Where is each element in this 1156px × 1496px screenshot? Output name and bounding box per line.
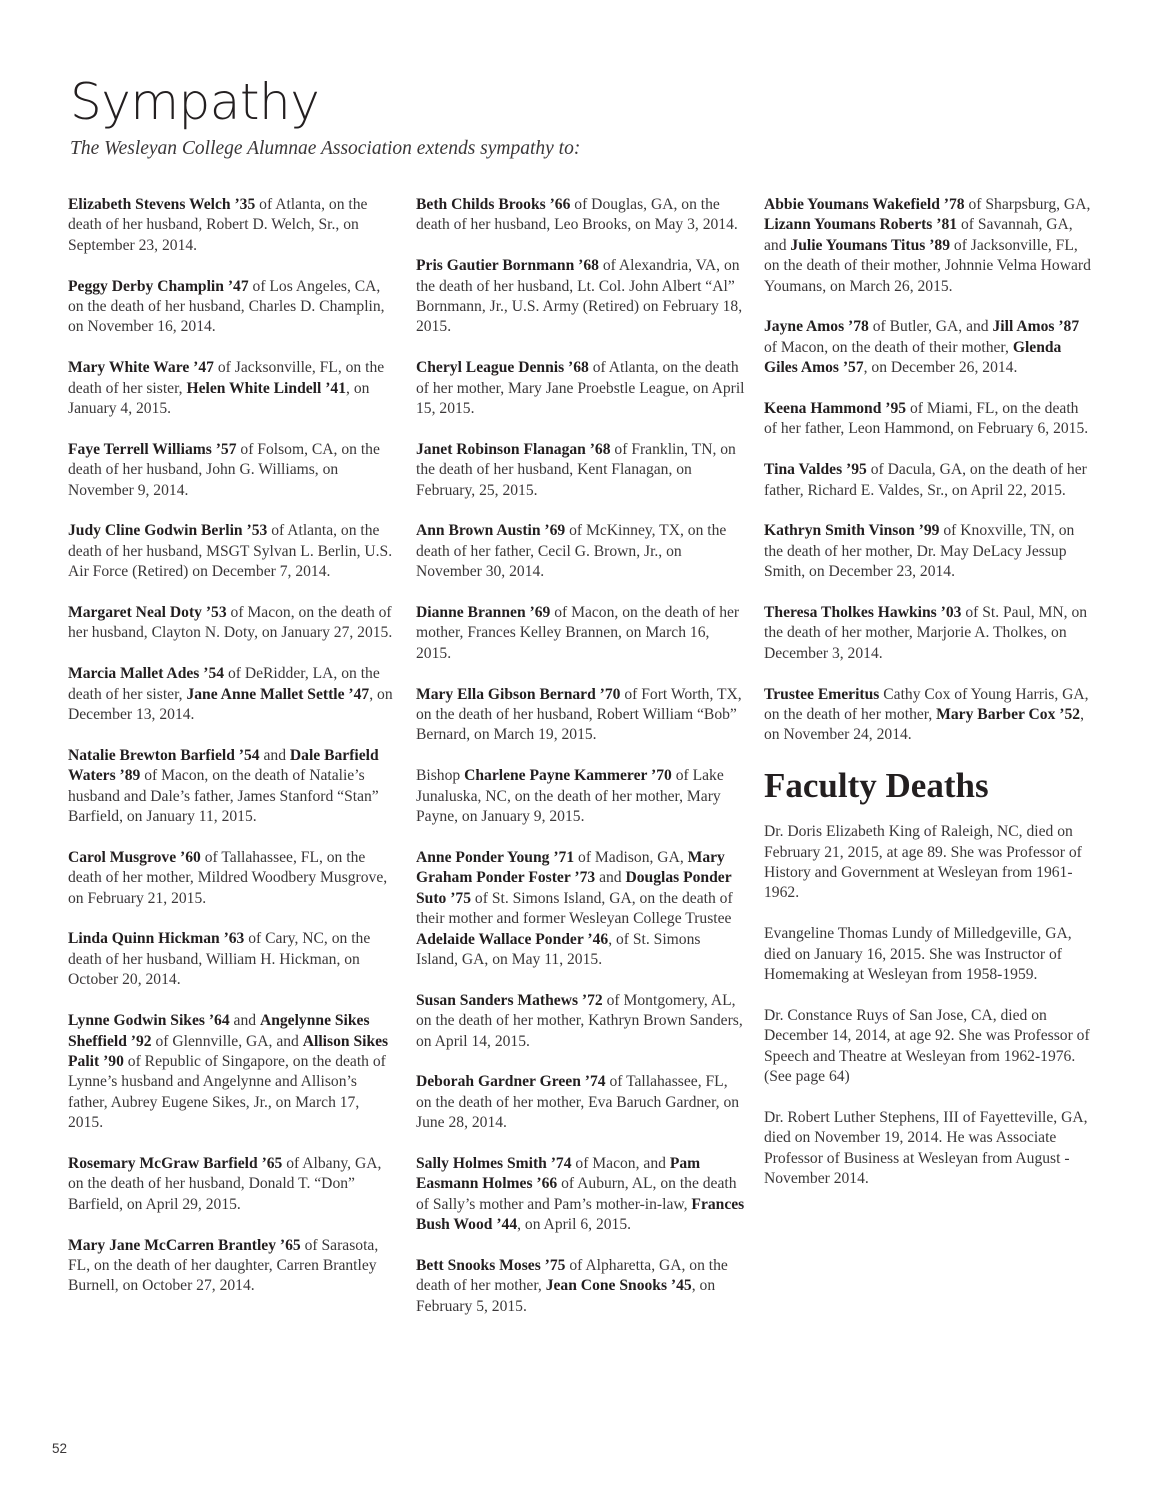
entry-name: Linda Quinn Hickman ’63	[68, 930, 245, 948]
entry-text: of Macon, on the death of her mother, Frances Kelley Brannen, on March 16, 2015.	[416, 604, 740, 662]
sympathy-entry	[416, 1154, 746, 1236]
sympathy-entry	[68, 195, 398, 256]
sympathy-entry	[416, 848, 746, 970]
entry-name: Keena Hammond ’95	[764, 400, 907, 418]
entry-text: of Sarasota, FL, on the death of her daughter, Carren Brantley Burnell, on October 27, 2014.	[68, 1236, 379, 1295]
sympathy-entry	[764, 317, 1094, 378]
entry-text: Cathy Cox of Young Harris, GA, on the death of her mother,	[764, 685, 1089, 724]
entry-text: of Republic of Singapore, on the death of Lynne’s husband and Angelynne and Allison’s father, Aubrey Eugene Sikes, Jr., on March 17, 2015.	[68, 1052, 386, 1132]
entry-text: of Tallahassee, FL, on the death of her mother, Mildred Woodbery Musgrove, on February 21, 2015.	[68, 848, 388, 907]
entry-text: of Los Angeles, CA, on the death of her husband, Charles D. Champlin, on November 16, 2014.	[68, 277, 385, 336]
entry-name: Pris Gautier Bornmann ’68	[416, 257, 599, 275]
entry-text: of Dacula, GA, on the death of her father, Richard E. Valdes, Sr., on April 22, 2015.	[764, 461, 1087, 499]
entry-text: and	[595, 869, 626, 887]
entry-name: Julie Youmans Titus ’89	[790, 236, 951, 254]
sympathy-entry	[68, 358, 398, 419]
sympathy-entry	[68, 603, 398, 644]
entry-name: Janet Robinson Flanagan ’68	[416, 440, 611, 458]
entry-text: Bishop	[416, 767, 465, 785]
entry-name: Dianne Brannen ’69	[416, 604, 551, 622]
entry-name: Glenda Giles Amos ’57	[764, 338, 1062, 377]
entry-text: of Fort Worth, TX, on the death of her husband, Robert William “Bob” Bernard, on March 19, 2015.	[416, 685, 742, 744]
sympathy-entry	[68, 1236, 398, 1297]
entry-name: Sally Holmes Smith ’74	[416, 1154, 572, 1172]
entry-text: of Lake Junaluska, NC, on the death of her mother, Mary Payne, on January 9, 2015.	[416, 767, 724, 826]
entry-name: Margaret Neal Doty ’53	[68, 604, 227, 622]
entry-text: of Glennville, GA, and	[151, 1032, 303, 1050]
entry-name: Kathryn Smith Vinson ’99	[764, 522, 940, 540]
entry-text: of Alexandria, VA, on the death of her husband, Lt. Col. John Albert “Al” Bornmann, Jr., U.S. Army (Retired) on February 18, 2015.	[416, 257, 743, 336]
entry-text: of Knoxville, TN, on the death of her mother, Dr. May DeLacy Jessup Smith, on December 23, 2014.	[764, 522, 1075, 581]
sympathy-entry	[68, 1011, 398, 1133]
entry-text: of Butler, GA, and	[868, 318, 993, 336]
sympathy-entry	[416, 195, 746, 236]
sympathy-entry	[764, 685, 1094, 746]
entry-name: Helen White Lindell ’41	[186, 379, 347, 397]
entry-name: Pam Easmann Holmes ’66	[416, 1154, 701, 1193]
sympathy-entry	[68, 277, 398, 338]
entry-text: , of St. Simons Island, GA, on May 11, 2015.	[416, 930, 701, 968]
entry-text: of Cary, NC, on the death of her husband, William H. Hickman, on October 20, 2014.	[68, 930, 371, 989]
sympathy-entry	[68, 440, 398, 501]
entry-name: Trustee Emeritus	[764, 685, 880, 703]
sympathy-column-1	[68, 195, 398, 1317]
entry-name: Carol Musgrove ’60	[68, 848, 201, 866]
entry-name: Cheryl League Dennis ’68	[416, 359, 589, 377]
sympathy-entry	[416, 1256, 746, 1317]
sympathy-entry	[68, 664, 398, 725]
entry-name: Mary Jane McCarren Brantley ’65	[68, 1236, 301, 1254]
entry-text: , on December 13, 2014.	[68, 685, 393, 724]
entry-text: , on February 5, 2015.	[416, 1277, 716, 1315]
faculty-entry: Dr. Doris Elizabeth King of Raleigh, NC, died on February 21, 2015, at age 89. She was Professor of History and Government at Wesleyan from 1961-1962.	[764, 823, 1082, 902]
sympathy-entry	[68, 848, 398, 909]
sympathy-entry	[416, 440, 746, 501]
entry-name: Adelaide Wallace Ponder ’46	[416, 930, 609, 948]
entry-text: of Atlanta, on the death of her husband, MSGT Sylvan L. Berlin, U.S. Air Force (Retired) on December 7, 2014.	[68, 522, 393, 581]
entry-name: Tina Valdes ’95	[764, 461, 867, 479]
entry-text: of St. Simons Island, GA, on the death of their mother and former Wesleyan College Trustee	[416, 889, 733, 928]
entry-text: and	[259, 746, 290, 764]
entry-text: , on December 26, 2014.	[863, 359, 1018, 377]
sympathy-entry	[764, 603, 1094, 664]
entry-name: Ann Brown Austin ’69	[416, 522, 566, 540]
entry-text: of McKinney, TX, on the death of her father, Cecil G. Brown, Jr., on November 30, 2014.	[416, 522, 727, 581]
entry-name: Marcia Mallet Ades ’54	[68, 665, 225, 683]
sympathy-entry	[416, 1072, 746, 1133]
entry-name: Allison Sikes Palit ’90	[68, 1032, 389, 1070]
entry-name: Abbie Youmans Wakefield ’78	[764, 196, 965, 213]
entry-name: Mary Barber Cox ’52	[936, 706, 1081, 724]
entry-text: of Albany, GA, on the death of her husband, Donald T. “Don” Barfield, on April 29, 2015.	[68, 1154, 382, 1213]
entry-text: of DeRidder, LA, on the death of her sister,	[68, 665, 380, 703]
entry-name: Peggy Derby Champlin ’47	[68, 277, 249, 295]
entry-name: Lynne Godwin Sikes ’64	[68, 1012, 230, 1030]
entry-text: of Sharpsburg, GA,	[964, 196, 1091, 213]
sympathy-entry	[764, 460, 1094, 501]
entry-text: of Auburn, AL, on the death of Sally’s mother and Pam’s mother-in-law,	[416, 1175, 737, 1213]
entry-name: Jean Cone Snooks ’45	[545, 1277, 692, 1295]
entry-text: of Macon, on the death of their mother,	[764, 338, 1013, 356]
faculty-entry: Dr. Constance Ruys of San Jose, CA, died on December 14, 2014, at age 92. She was Professor of Speech and Theatre at Wesleyan from 1962-1976. (See page 64)	[764, 1006, 1090, 1086]
entry-text: of Savannah, GA, and	[764, 216, 1073, 254]
entry-text: of Tallahassee, FL, on the death of her mother, Eva Baruch Gardner, on June 28, 2014.	[416, 1073, 740, 1132]
entry-text: of Atlanta, on the death of her husband, Robert D. Welch, Sr., on September 23, 2014.	[68, 196, 368, 254]
entry-name: Deborah Gardner Green ’74	[416, 1073, 606, 1091]
entry-text: , on April 6, 2015.	[517, 1216, 632, 1234]
page-subtitle: The Wesleyan College Alumnae Association extends sympathy to:	[70, 138, 581, 159]
sympathy-entry	[68, 521, 398, 582]
entry-name: Judy Cline Godwin Berlin ’53	[68, 522, 268, 540]
faculty-entry: Dr. Robert Luther Stephens, III of Fayetteville, GA, died on November 19, 2014. He was Associate Professor of Business at Wesleyan from August - November 2014.	[764, 1108, 1088, 1188]
entry-text: of Folsom, CA, on the death of her husband, John G. Williams, on November 9, 2014.	[68, 440, 380, 499]
entry-name: Charlene Payne Kammerer ’70	[464, 767, 672, 785]
entry-text: of Jacksonville, FL, on the death of her sister,	[68, 359, 385, 397]
entry-name: Jane Anne Mallet Settle ’47	[186, 685, 370, 703]
entry-name: Douglas Ponder Suto ’75	[416, 869, 732, 907]
sympathy-entry	[764, 195, 1094, 297]
entry-text: , on January 4, 2015.	[68, 379, 370, 418]
entry-name: Dale Barfield Waters ’89	[68, 746, 379, 785]
entry-text: of Macon, on the death of her husband, Clayton N. Doty, on January 27, 2015.	[68, 604, 393, 642]
entry-name: Jayne Amos ’78	[764, 318, 869, 336]
page-number: 52	[52, 1441, 68, 1456]
faculty-deaths-heading: Faculty Deaths	[764, 766, 989, 806]
entry-name: Angelynne Sikes Sheffield ’92	[68, 1012, 370, 1050]
entry-text: of Douglas, GA, on the death of her husband, Leo Brooks, on May 3, 2014.	[416, 196, 738, 234]
sympathy-entry	[68, 929, 398, 990]
entry-name: Mary Ella Gibson Bernard ’70	[416, 685, 621, 703]
entry-name: Mary Graham Ponder Foster ’73	[416, 848, 725, 887]
entry-text: of Franklin, TN, on the death of her husband, Kent Flanagan, on February, 25, 2015.	[416, 440, 736, 499]
entry-name: Rosemary McGraw Barfield ’65	[68, 1154, 283, 1172]
sympathy-entry	[416, 603, 746, 664]
sympathy-entry	[68, 746, 398, 828]
entry-text: of Montgomery, AL, on the death of her mother, Kathryn Brown Sanders, on April 14, 2015.	[416, 991, 743, 1050]
entry-name: Mary White Ware ’47	[68, 359, 214, 377]
entry-text: of St. Paul, MN, on the death of her mother, Marjorie A. Tholkes, on December 3, 2014.	[764, 604, 1088, 662]
sympathy-column-3	[764, 195, 1094, 1210]
page-title: Sympathy	[70, 73, 320, 131]
entry-text: of Jacksonville, FL, on the death of their mother, Johnnie Velma Howard Youmans, on March 26, 2015.	[764, 236, 1091, 295]
entry-text: of Madison, GA,	[574, 848, 688, 866]
entry-name: Bett Snooks Moses ’75	[416, 1256, 566, 1274]
sympathy-entry	[416, 766, 746, 827]
sympathy-entry	[416, 685, 746, 746]
sympathy-entry	[416, 358, 746, 419]
entry-name: Elizabeth Stevens Welch ’35	[68, 196, 256, 213]
sympathy-entry	[764, 521, 1094, 582]
faculty-deaths-list	[764, 822, 1094, 1189]
entry-name: Susan Sanders Mathews ’72	[416, 991, 603, 1009]
entry-name: Frances Bush Wood ’44	[416, 1195, 745, 1234]
sympathy-entry	[68, 1154, 398, 1215]
entry-name: Natalie Brewton Barfield ’54	[68, 746, 260, 764]
entry-text: of Alpharetta, GA, on the death of her mother,	[416, 1256, 728, 1295]
sympathy-column-3-entries	[764, 195, 1094, 746]
sympathy-entry	[416, 256, 746, 338]
entry-text: of Macon, on the death of Natalie’s husband and Dale’s father, James Stanford “Stan” Barfield, on January 11, 2015.	[68, 767, 379, 826]
entry-text: and	[229, 1012, 260, 1030]
entry-name: Lizann Youmans Roberts ’81	[764, 216, 958, 234]
sympathy-entry	[764, 399, 1094, 440]
entry-text: of Atlanta, on the death of her mother, Mary Jane Proebstle League, on April 15, 2015.	[416, 359, 745, 418]
sympathy-entry	[416, 991, 746, 1052]
entry-text: , on November 24, 2014.	[764, 706, 1084, 744]
entry-name: Theresa Tholkes Hawkins ’03	[764, 604, 962, 622]
entry-name: Faye Terrell Williams ’57	[68, 440, 237, 458]
entry-text: of Macon, and	[571, 1154, 670, 1172]
entry-name: Anne Ponder Young ’71	[416, 848, 575, 866]
sympathy-column-2	[416, 195, 746, 1338]
entry-text: of Miami, FL, on the death of her father, Leon Hammond, on February 6, 2015.	[764, 400, 1089, 438]
faculty-entry: Evangeline Thomas Lundy of Milledgeville, GA, died on January 16, 2015. She was Instructor of Homemaking at Wesleyan from 1958-1959.	[764, 925, 1072, 984]
sympathy-entry	[416, 521, 746, 582]
entry-name: Jill Amos ’87	[992, 318, 1080, 336]
entry-name: Beth Childs Brooks ’66	[416, 196, 571, 213]
